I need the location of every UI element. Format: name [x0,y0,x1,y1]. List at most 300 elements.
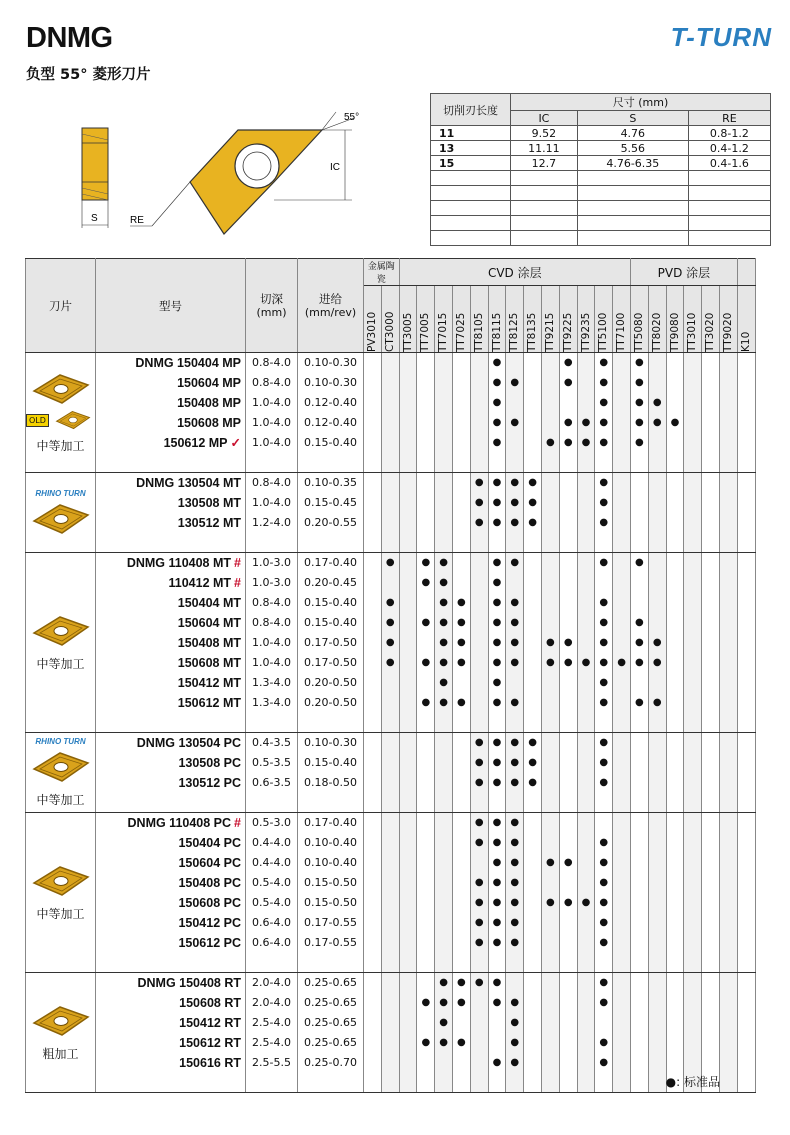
grade-cell [381,393,399,413]
grade-cell [684,973,702,993]
grade-cell [577,553,595,573]
grade-cell [399,853,417,873]
grade-cell [613,1053,631,1073]
grade-cell [666,393,684,413]
grade-cell [719,373,737,393]
grade-cell [470,1053,488,1073]
col-grade [630,286,648,353]
size-col-re: RE [688,111,770,126]
model-name: 150604 MT [177,615,241,630]
model-cell [96,573,246,593]
grade-cell: ● [648,413,666,433]
grade-cell [666,933,684,953]
table-row [26,353,756,373]
grade-cell [524,853,542,873]
grade-cell [399,493,417,513]
size-col-ic: IC [511,111,578,126]
grade-cell [541,733,559,753]
grade-cell [435,513,453,533]
grade-cell: ● [630,373,648,393]
grade-cell [541,353,559,373]
group-separator [26,453,756,473]
grade-cell [381,913,399,933]
model-name: 150608 RT [179,995,241,1010]
model-name: 150612 PC [178,935,241,950]
grade-cell: ● [453,593,471,613]
grade-cell [559,473,577,493]
feed-cell: 0.17-0.40 [298,553,364,573]
grade-cell [577,353,595,373]
table-row [26,753,756,773]
size-cell-edge: 13 [431,141,511,156]
grade-cell: ● [488,413,506,433]
grade-cell [381,1053,399,1073]
grade-cell [541,513,559,533]
model-cell [96,1053,246,1073]
grade-cell [559,1033,577,1053]
insert-cell [26,473,96,553]
grade-cell [613,933,631,953]
grade-cell [702,853,720,873]
grade-cell [666,833,684,853]
grade-cell [613,373,631,393]
feed-cell: 0.17-0.55 [298,933,364,953]
grade-cell [737,1033,755,1053]
grade-cell [364,773,382,793]
grade-cell [381,993,399,1013]
grade-cell: ● [541,653,559,673]
size-row-empty [431,171,771,186]
grade-cell [417,633,435,653]
grade-cell [470,693,488,713]
grade-cell [630,1033,648,1053]
grade-cell [435,433,453,453]
feed-cell: 0.20-0.55 [298,513,364,533]
grade-cell: ● [470,513,488,533]
col-grade [453,286,471,353]
grade-cell [470,1013,488,1033]
grade-cell [613,553,631,573]
grade-cell [702,573,720,593]
grade-cell [417,1053,435,1073]
model-cell [96,493,246,513]
grade-cell [719,853,737,873]
col-feed [298,259,364,353]
grade-cell: ● [595,433,613,453]
grade-cell [577,733,595,753]
grade-cell [470,593,488,613]
size-col-size: 尺寸 (mm) [511,94,771,111]
grade-cell [506,973,524,993]
grade-cell [364,633,382,653]
insert-image [26,371,95,454]
grade-cell [399,593,417,613]
model-name: 150612 MT [177,695,241,710]
grade-cell [613,773,631,793]
depth-cell: 1.2-4.0 [246,513,298,533]
col-grade [524,286,542,353]
model-cell [96,1033,246,1053]
table-row [26,493,756,513]
grade-cell [702,693,720,713]
model-name: DNMG 150404 MP [135,355,241,370]
col-grade [737,286,755,353]
depth-cell: 0.5-3.0 [246,813,298,833]
feed-cell: 0.10-0.40 [298,833,364,853]
grade-cell [541,553,559,573]
grade-cell [453,933,471,953]
grade-cell [381,1013,399,1033]
table-row [26,1033,756,1053]
grade-cell [381,933,399,953]
brand-logo-text: T-TURN [670,22,772,52]
grade-cell [613,433,631,453]
grade-cell [630,1053,648,1073]
grade-cell [541,1053,559,1073]
grade-cell [559,733,577,753]
page-title: DNMG [26,22,113,54]
grade-cell: ● [470,873,488,893]
grade-cell [666,613,684,633]
grade-cell [453,573,471,593]
grade-cell [417,413,435,433]
grade-cell [399,633,417,653]
grade-cell [666,1033,684,1053]
model-cell [96,813,246,833]
model-cell [96,593,246,613]
grade-cell [524,1033,542,1053]
grade-cell [666,993,684,1013]
col-grade-label: TT8125 [508,312,521,352]
grade-cell [737,1053,755,1073]
grade-cell [577,693,595,713]
grade-cell: ● [577,433,595,453]
grade-cell [435,773,453,793]
grade-cell [364,1033,382,1053]
grade-cell: ● [577,413,595,433]
grade-cell [719,1033,737,1053]
grade-cell [737,653,755,673]
col-insert: 刀片 [26,259,96,353]
grade-cell [737,733,755,753]
grade-cell: ● [506,813,524,833]
grade-cell: ● [488,853,506,873]
grade-cell [719,973,737,993]
grade-cell [559,813,577,833]
model-name: 150608 MP [177,415,241,430]
insert-image [26,489,95,537]
insert-icon [30,863,92,899]
table-row [26,553,756,573]
feed-cell: 0.12-0.40 [298,413,364,433]
grade-cell [613,893,631,913]
model-cell [96,933,246,953]
size-row-empty [431,186,771,201]
grade-cell: ● [488,813,506,833]
insert-image [26,737,95,808]
grade-cell [613,613,631,633]
grade-cell: ● [506,913,524,933]
grade-cell [613,353,631,373]
grade-cell [684,1033,702,1053]
grade-cell: ● [417,553,435,573]
grade-cell [666,753,684,773]
depth-cell: 0.8-4.0 [246,613,298,633]
grade-cell [435,813,453,833]
grade-cell [399,613,417,633]
feed-cell: 0.17-0.40 [298,813,364,833]
grade-cell [719,833,737,853]
grade-cell [524,813,542,833]
grade-cell [737,633,755,653]
grade-cell [737,373,755,393]
grade-cell: ● [613,653,631,673]
grade-cell [399,513,417,533]
insert-image [26,1003,95,1062]
size-col-edge: 切削刃长度 [431,94,511,126]
group-separator [26,713,756,733]
grade-cell [399,1013,417,1033]
insert-cell [26,353,96,473]
grade-cell [364,493,382,513]
grade-cell [648,873,666,893]
model-name: 150608 MT [177,655,241,670]
grade-cell [435,933,453,953]
size-row-empty [431,201,771,216]
grade-cell [506,673,524,693]
size-row [431,141,771,156]
grade-cell [684,813,702,833]
grade-cell [719,393,737,413]
grade-cell [417,973,435,993]
grade-cell [541,673,559,693]
grade-cell [488,1033,506,1053]
grade-cell [559,673,577,693]
grade-cell: ● [488,393,506,413]
feed-cell: 0.15-0.40 [298,753,364,773]
grade-cell [702,733,720,753]
grade-cell: ● [417,693,435,713]
grade-cell [648,833,666,853]
grade-cell [417,753,435,773]
col-grade [719,286,737,353]
grade-cell: ● [595,773,613,793]
col-grade-label: TT9215 [543,312,556,352]
table-row [26,693,756,713]
grade-cell [630,973,648,993]
grade-cell [541,1013,559,1033]
grade-cell [470,393,488,413]
grade-cell [719,873,737,893]
grade-cell [417,393,435,413]
grade-cell [381,573,399,593]
feed-cell: 0.10-0.30 [298,373,364,393]
feed-cell: 0.15-0.40 [298,613,364,633]
grade-cell: ● [488,733,506,753]
grade-cell: ● [435,633,453,653]
grade-cell: ● [381,653,399,673]
grade-cell [577,593,595,613]
grade-cell [559,593,577,613]
grade-cell [381,733,399,753]
grade-cell [364,473,382,493]
col-group-pvd: PVD 涂层 [630,259,737,286]
grade-cell [684,833,702,853]
grade-cell [399,413,417,433]
grade-cell [381,513,399,533]
grade-cell [613,973,631,993]
grade-cell [666,353,684,373]
grade-cell: ● [595,833,613,853]
grade-cell [470,993,488,1013]
grade-cell [417,373,435,393]
model-cell [96,433,246,453]
grade-cell [702,613,720,633]
grade-cell: ● [488,473,506,493]
grade-cell [719,433,737,453]
grade-cell [648,373,666,393]
col-grade-label: TT7025 [455,312,467,352]
grade-cell [648,773,666,793]
grade-cell: ● [435,573,453,593]
grade-cell [524,573,542,593]
grade-cell: ● [595,413,613,433]
grade-cell [719,773,737,793]
grade-cell [684,993,702,1013]
grade-cell [630,893,648,913]
grade-cell [702,513,720,533]
grade-cell [666,973,684,993]
grade-cell: ● [417,653,435,673]
grade-cell [524,873,542,893]
grade-cell [381,433,399,453]
grade-cell [630,753,648,773]
grade-cell: ● [453,973,471,993]
grade-cell [559,753,577,773]
grade-cell: ● [488,493,506,513]
grade-cell [399,693,417,713]
insert-cell [26,733,96,813]
grade-cell: ● [595,393,613,413]
grade-cell [737,493,755,513]
depth-cell: 0.4-3.5 [246,733,298,753]
group-separator [26,953,756,973]
grade-cell [684,853,702,873]
grade-cell [613,413,631,433]
grade-cell: ● [435,1033,453,1053]
grade-cell: ● [453,613,471,633]
table-row [26,913,756,933]
grade-cell [577,933,595,953]
grade-cell [541,613,559,633]
table-row [26,393,756,413]
grade-cell: ● [488,933,506,953]
grade-cell [417,353,435,373]
depth-cell: 0.4-4.0 [246,833,298,853]
model-cell [96,353,246,373]
grade-cell [719,633,737,653]
size-cell-ic: 11.11 [511,141,578,156]
grade-cell [559,773,577,793]
grade-cell [541,413,559,433]
grade-cell [435,893,453,913]
grade-cell [524,413,542,433]
grade-cell [381,773,399,793]
grade-cell [506,433,524,453]
grade-cell [702,813,720,833]
grade-cell: ● [506,1053,524,1073]
grade-cell [417,773,435,793]
grade-cell: ● [488,633,506,653]
grade-cell [364,553,382,573]
grade-cell [470,573,488,593]
grade-cell [719,473,737,493]
grade-cell [559,933,577,953]
grade-cell [470,433,488,453]
grade-cell [541,373,559,393]
grade-cell [630,1013,648,1033]
grade-cell [541,773,559,793]
grade-cell [613,693,631,713]
grade-cell [364,933,382,953]
grade-cell: ● [630,653,648,673]
grade-cell [524,393,542,413]
grade-cell [524,933,542,953]
grade-cell [684,413,702,433]
model-cell [96,893,246,913]
model-name: 150612 RT [179,1035,241,1050]
grade-cell [381,473,399,493]
grade-cell [719,653,737,673]
grade-cell [737,413,755,433]
model-name: 110412 MT [168,575,232,590]
size-row [431,156,771,171]
table-row [26,973,756,993]
grade-cell [524,553,542,573]
grade-cell [435,413,453,433]
col-grade [417,286,435,353]
grade-cell [470,613,488,633]
grade-cell [630,773,648,793]
grade-cell [613,853,631,873]
grade-cell [719,893,737,913]
grade-cell [577,673,595,693]
grade-cell [417,913,435,933]
grade-cell [524,1053,542,1073]
grade-cell [524,593,542,613]
model-cell [96,993,246,1013]
model-name: 150404 MT [177,595,241,610]
grade-cell [470,1033,488,1053]
grade-cell [648,493,666,513]
depth-cell: 0.8-4.0 [246,373,298,393]
grade-cell [737,513,755,533]
grade-cell: ● [595,973,613,993]
size-row [431,126,771,141]
grade-cell: ● [435,593,453,613]
table-row [26,933,756,953]
grade-cell [541,593,559,613]
col-group-cermet: 金属陶瓷 [364,259,400,286]
table-row [26,473,756,493]
grade-cell [630,733,648,753]
grade-cell [684,593,702,613]
grade-cell: ● [630,413,648,433]
model-name: 150612 MP [163,436,228,450]
grade-cell: ● [488,593,506,613]
grade-cell [453,673,471,693]
grade-cell [577,633,595,653]
